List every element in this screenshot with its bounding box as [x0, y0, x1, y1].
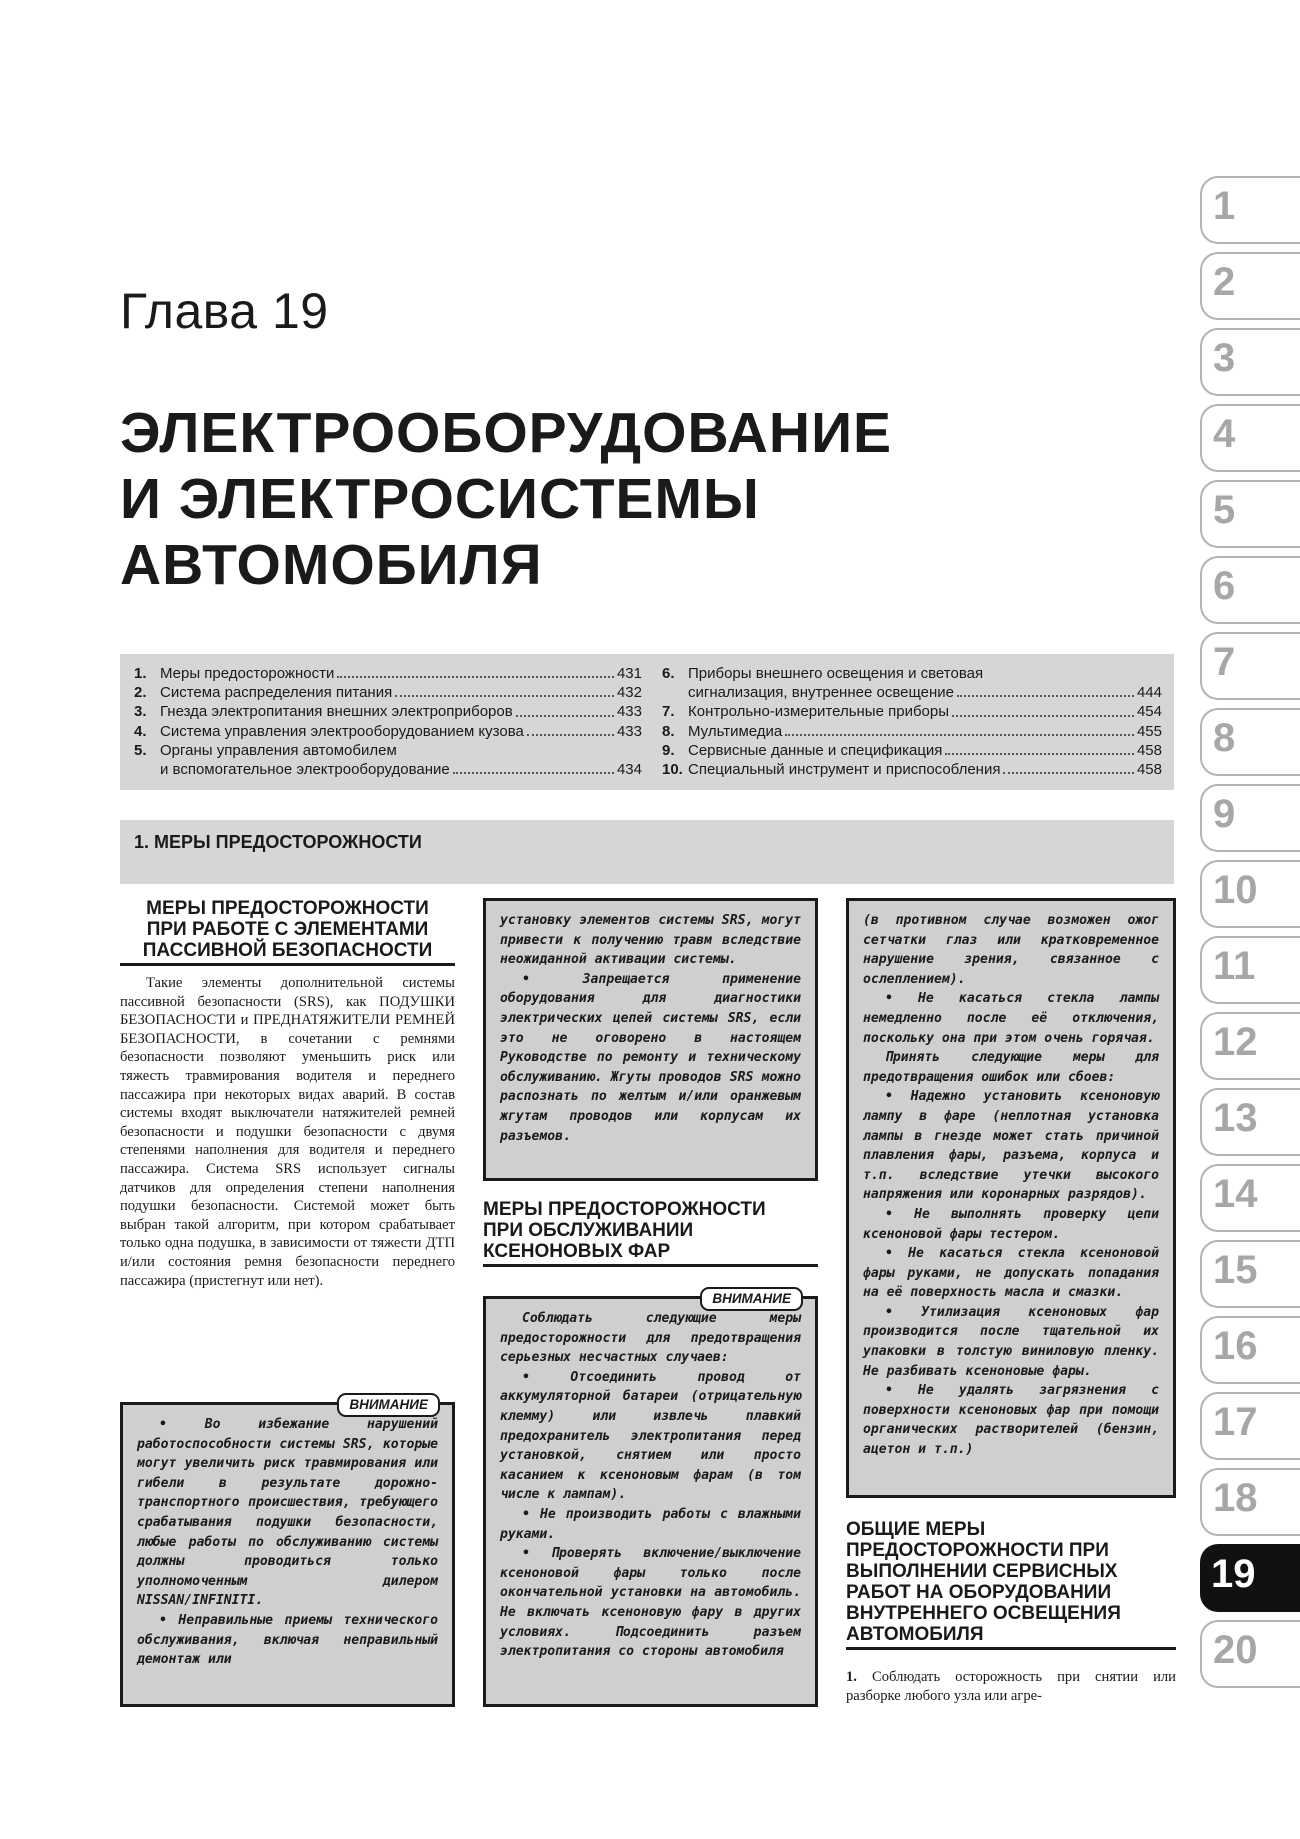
contents-item[interactable]: 6. Приборы внешнего освещения и световая	[662, 664, 984, 682]
chapter-tab-5[interactable]: 5	[1200, 480, 1300, 548]
contents-item[interactable]: 8. Мультимедиа 455	[662, 722, 1162, 740]
warning-badge: ВНИМАНИЕ	[337, 1393, 440, 1417]
contents-item[interactable]: 5. Органы управления автомобилем	[134, 741, 397, 759]
column-1	[120, 898, 455, 1290]
warning-box	[483, 1291, 818, 1707]
contents-item-continuation[interactable]: сигнализация, внутреннее освещение 444	[688, 684, 1162, 702]
chapter-tab-8[interactable]: 8	[1200, 708, 1300, 776]
chapter-tab-9[interactable]: 9	[1200, 784, 1300, 852]
warning-text: Соблюдать следующие меры предосторожности для предотвращения серьезных несчастных случаев: • Отсоединить провод от аккумуляторной батареи (отрицательную клемму) или извлечь плавкий предохранитель электропитания перед установкой, снятием или просто касанием к ксеноновым фарам (в том числе к лампам). • Не производить работы с влажными руками. • Проверять включение/выключение ксеноновой фары только после окончательной установки на автомобиль. Не включать ксеноновую фару в других условиях. Подсоединить разъем электропитания со стороны автомобиля	[500, 1311, 801, 1660]
contents-item[interactable]: 4. Система управления электрооборудованием кузова 433	[134, 722, 642, 740]
chapter-tab-15[interactable]: 15	[1200, 1240, 1300, 1308]
chapter-title-line: ЭЛЕКТРООБОРУДОВАНИЕ	[120, 401, 893, 465]
section-title: 1. МЕРЫ ПРЕДОСТОРОЖНОСТИ	[134, 832, 422, 852]
contents-item[interactable]: 2. Система распределения питания 432	[134, 684, 642, 702]
chapter-label: Глава 19	[120, 283, 329, 339]
contents-item[interactable]: 3. Гнезда электропитания внешних электроприборов 433	[134, 703, 642, 721]
chapter-tab-16[interactable]: 16	[1200, 1316, 1300, 1384]
contents-item[interactable]: 7. Контрольно-измерительные приборы 454	[662, 703, 1162, 721]
chapter-tab-19-active[interactable]: 19	[1200, 1544, 1300, 1612]
chapter-tab-20[interactable]: 20	[1200, 1620, 1300, 1688]
chapter-tab-7[interactable]: 7	[1200, 632, 1300, 700]
subsection-heading: МЕРЫ ПРЕДОСТОРОЖНОСТИ ПРИ ОБСЛУЖИВАНИИ КСЕНОНОВЫХ ФАР	[483, 1199, 818, 1267]
chapter-title	[120, 400, 892, 598]
chapter-tab-17[interactable]: 17	[1200, 1392, 1300, 1460]
contents-item[interactable]: 1. Меры предосторожности 431	[134, 664, 642, 682]
chapter-tab-1[interactable]: 1	[1200, 176, 1300, 244]
contents-column-left	[134, 664, 642, 779]
chapter-contents	[120, 654, 1174, 790]
chapter-title-line: И ЭЛЕКТРОСИСТЕМЫ	[120, 467, 760, 531]
section-header	[120, 820, 1174, 884]
chapter-title-line: АВТОМОБИЛЯ	[120, 533, 543, 597]
warning-badge: ВНИМАНИЕ	[700, 1287, 803, 1311]
contents-item[interactable]: 10. Специальный инструмент и приспособления 458	[662, 760, 1162, 778]
numbered-paragraph: 1. Соблюдать осторожность при снятии или разборке любого узла или агре-	[846, 1669, 1176, 1704]
warning-box-continued	[483, 898, 818, 1181]
chapter-tab-14[interactable]: 14	[1200, 1164, 1300, 1232]
chapter-tab-4[interactable]: 4	[1200, 404, 1300, 472]
chapter-tab-13[interactable]: 13	[1200, 1088, 1300, 1156]
chapter-tab-3[interactable]: 3	[1200, 328, 1300, 396]
subsection-heading: МЕРЫ ПРЕДОСТОРОЖНОСТИ ПРИ РАБОТЕ С ЭЛЕМЕНТАМИ ПАССИВНОЙ БЕЗОПАСНОСТИ	[120, 898, 455, 966]
chapter-tab-2[interactable]: 2	[1200, 252, 1300, 320]
contents-column-right	[662, 664, 1162, 779]
subsection-heading: ОБЩИЕ МЕРЫ ПРЕДОСТОРОЖНОСТИ ПРИ ВЫПОЛНЕНИИ СЕРВИСНЫХ РАБОТ НА ОБОРУДОВАНИИ ВНУТРЕННЕГО ОСВЕЩЕНИЯ АВТОМОБИЛЯ	[846, 1519, 1176, 1650]
chapter-tab-11[interactable]: 11	[1200, 936, 1300, 1004]
contents-item-continuation[interactable]: и вспомогательное электрооборудование 434	[160, 760, 642, 778]
chapter-tab-18[interactable]: 18	[1200, 1468, 1300, 1536]
chapter-tab-10[interactable]: 10	[1200, 860, 1300, 928]
chapter-tab-6[interactable]: 6	[1200, 556, 1300, 624]
warning-text: (в противном случае возможен ожог сетчатки глаз или кратковременное нарушение зрения, связанное с ослеплением). • Не касаться стекла лампы немедленно после её отключения, поскольку она при этом очень горячая. Принять следующие меры для предотвращения ошибок или сбоев: • Надежно установить ксеноновую лампу в фаре (неплотная установка лампы в гнезде может стать причиной плавления фары, разъема, корпуса и т.п. вследствие утечки высокого напряжения или коронарных разрядов). • Не выполнять проверку цепи ксеноновой фары тестером. • Не касаться стекла ксеноновой фары руками, не допускать попадания на её поверхность масла и смазки. • Утилизация ксеноновых фар производится после тщательной их упаковки в толстую виниловую пленку. Не разбивать ксеноновые фары. • Не удалять загрязнения с поверхности ксеноновых фар при помощи органических растворителей (бензин, ацетон и т.п.)	[863, 913, 1159, 1458]
warning-text: • Во избежание нарушений работоспособности системы SRS, которые могут увеличить риск травмирования или гибели в результате дорожно-транспортного происшествия, требующего срабатывания подушки безопасности, любые работы по обслуживанию системы должны проводиться только уполномоченным дилером NISSAN/INFINITI. • Неправильные приемы технического обслуживания, включая неправильный демонтаж или	[137, 1417, 438, 1668]
warning-text: установку элементов системы SRS, могут привести к получению травм вследствие неожиданной активации системы. • Запрещается применение оборудования для диагностики электрических цепей системы SRS, если это не оговорено в настоящем Руководстве по ремонту и техническому обслуживанию. Жгуты проводов SRS можно распознать по желтым и/или оранжевым жгутам проводов или корпусам их разъемов.	[500, 913, 801, 1144]
warning-box	[120, 1397, 455, 1707]
chapter-tab-12[interactable]: 12	[1200, 1012, 1300, 1080]
warning-box-continued	[846, 898, 1176, 1498]
paragraph: Такие элементы дополнительной системы пассивной безопасности (SRS), как ПОДУШКИ БЕЗОПАСНОСТИ и ПРЕДНАТЯЖИТЕЛИ РЕМНЕЙ БЕЗОПАСНОСТИ, в сочетании с ремнями безопасности позволяют уменьшить риск или тяжесть травмирования водителя и переднего пассажира при некоторых видах аварий. В состав системы входят выключатели натяжителей ремней безопасности и подушки безопасности с двумя степенями наполнения для водителя и переднего пассажира. Система SRS использует сигналы датчиков для определения степени наполнения подушки безопасности. Системой может быть выбран такой алгоритм, при котором срабатывает только одна подушка, в зависимости от тяжести ДТП и/или состояния ремня безопасности переднего пассажира (пристегнут или нет).	[120, 975, 455, 1289]
contents-item[interactable]: 9. Сервисные данные и спецификация 458	[662, 741, 1162, 759]
